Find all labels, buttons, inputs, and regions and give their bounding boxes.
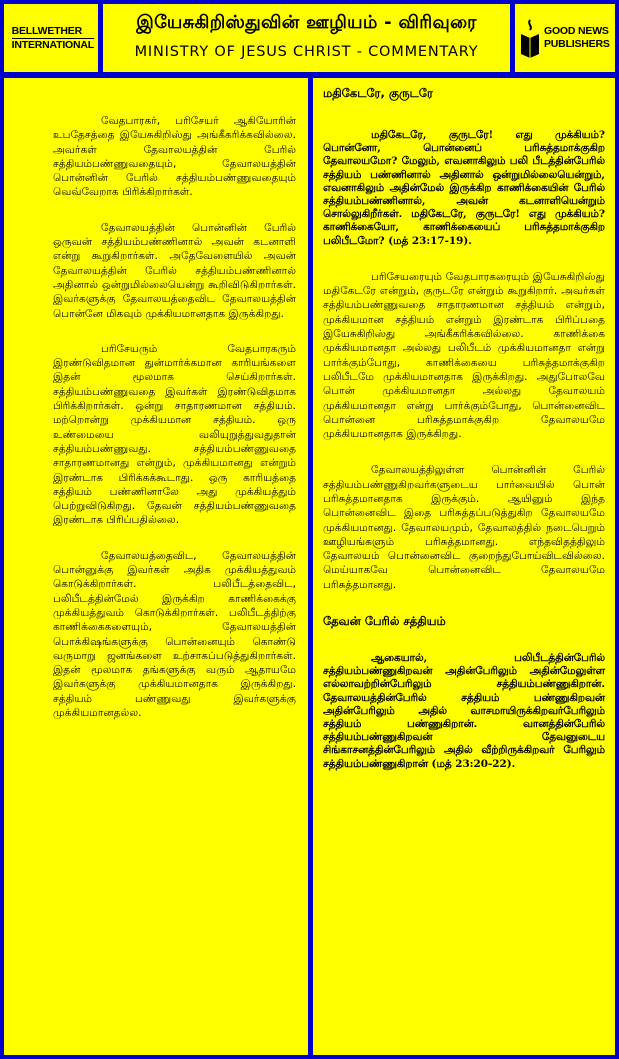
right-paragraph-2: தேவாலயத்திலுள்ள பொன்னின் பேரில் சத்தியம்பண்ணுகிறவர்களுடைய பார்வையில் பொன் பரிசுத்தமானதாக இருக்கும். ஆயினும் இந்த பொன்னைவிட இதை பரிசுத்தப்படுத்துகிற தேவாலயமே முக்கியமானது. தேவாலயமும், தேவாலத்தில் நடைபெறும் ஊழியங்களும் பரிசுத்தமானது. எந்தவிதத்திலும் தேவாலயம் பொன்னைவிட குறைந்துபோய்விடவில்லை. மெய்யாகவே பொன்னைவிட தேவாலயமே பரிசுத்தமானது. [323, 464, 605, 591]
page-header [103, 4, 510, 72]
left-paragraph-1: வேதபாரகர், பரிசேயர் ஆகியோரின் உபதேசத்தை இயேசுகிறிஸ்து அங்கீகரிக்கவில்லை. அவர்கள் தேவாலயத்தின் பேரில் சத்தியம்பண்ணுவதையும், தேவாலயத்தின் பொன்னின் பேரில் சத்தியம்பண்ணுவதையும் வெவ்வேறாக பிரிக்கிறார்கள். [53, 115, 296, 199]
right-paragraph-1: பரிசேயரையும் வேதபாரகரையும் இயேசுகிறிஸ்து மதிகேடரே என்றும், குருடரே என்றும் கூறுகிறார். அவர்கள் சத்தியம்பண்ணுவதை சாதாரணமான சத்தியம் என்றும், முக்கியமான சத்தியம் என்றும் இரண்டாக பிரிப்பதை இயேசுகிறிஸ்து அங்கீகரிக்கவில்லை. காணிக்கை முக்கியமானதா அல்லது பலிபீடம் முக்கியமானதா என்று பார்க்கும்போது, காணிக்கையை பரிசுத்தமாக்குகிற பலிபீடமே முக்கியமானதாக இருக்கிறது. அதுபோலவே பொன் முக்கியமானதா அல்லது தேவாலயம் முக்கியமானதா என்று பார்க்கும்போது, பொன்னைவிட பொன்னை பரிசுத்தமாக்குகிற தேவாலயமே முக்கியமானதாக இருக்கிறது. [323, 270, 605, 441]
right-column [313, 78, 615, 1055]
scripture-quote-1: மதிகேடரே, குருடரே! எது முக்கியம்? பொன்னோ, பொன்னைப் பரிசுத்தமாக்குகிற தேவாலயமோ? மேலும், எவனாகிலும் பலி பீடத்தின்பேரில் சத்தியம் பண்ணினால் அதினால் ஒன்றுமில்லையென்றும், எவனாகிலும் அதின்மேல் இருக்கிற காணிக்கையின் பேரில் சத்தியம்பண்ணினால், அவன் கடனாளியென்றும் சொல்லுகிறீர்கள். மதிகேடரே, குருடரே! எது முக்கியம்? காணிக்கையோ, காணிக்கையைப் பரிசுத்தமாக்குகிற பலிபீடமோ? (மத் 23:17-19). [323, 129, 605, 247]
bellwether-logo [4, 4, 98, 72]
page-title-english: MINISTRY OF JESUS CHRIST - COMMENTARY [134, 44, 479, 60]
section-title-1: மதிகேடரே, குருடரே [323, 86, 433, 100]
book-icon [519, 16, 541, 60]
page-title-tamil: இயேசுகிறிஸ்துவின் ஊழியம் - விரிவுரை [136, 12, 477, 33]
torch-icon [8, 13, 9, 63]
left-column [4, 78, 308, 1055]
left-paragraph-3: பரிசேயரும் வேதபாரகரும் இரண்டுவிதமான துன்மார்க்கமான காரியங்களை இதன் மூலமாக செய்கிறார்கள். சத்தியம்பண்ணுவதை இவர்கள் இரண்டுவிதமாக பிரிக்கிறார்கள். ஒன்று சாதாரணமான சத்தியம். மற்றொன்று முக்கியமான சத்தியம். ஒரு உண்மையை வலியுறுத்துவதுதான் சத்தியம்பண்ணுவது. சத்தியம்பண்ணுவதை சாதாரணமானது என்றும், முக்கியமானது என்றும் இரண்டாக பிரிக்கக்கூடாது. ஒரு காரியத்தை சத்தியம் பண்ணினாலே அது முக்கியத்தும் பெற்றுவிடுகிறது. தேவன் சத்தியம்பண்ணுவதை இரண்டாக பிரிப்பதில்லை. [53, 342, 296, 527]
section-title-2: தேவன் பேரில் சத்தியம் [323, 614, 446, 629]
scripture-quote-2: ஆகையால், பலிபீடத்தின்பேரில் சத்தியம்பண்ணுகிறவன் அதின்பேரிலும் அதின்மேலுள்ள எல்லாவற்றின்பேரிலும் சத்தியம்பண்ணுகிறான். தேவாலயத்தின்பேரில் சத்தியம் பண்ணுகிறவன் அதின்பேரிலும் அதில் வாசமாயிருக்கிறவர்பேரிலும் சத்தியம் பண்ணுகிறான். வானத்தின்பேரில் சத்தியம்பண்ணுகிறவன் தேவனுடைய சிங்காசனத்தின்பேரிலும் அதில் வீற்றிருக்கிறவர் பேரிலும் சத்தியம்பண்ணுகிறான் (மத் 23:20-22). [323, 652, 605, 770]
good-news-logo [515, 4, 615, 72]
logo-left-line2: INTERNATIONAL [11, 38, 94, 51]
logo-right-line2: PUBLISHERS [544, 38, 610, 50]
logo-left-line1: BELLWETHER [11, 24, 82, 37]
left-paragraph-2: தேவாலயத்தின் பொன்னின் பேரில் ஒருவன் சத்தியம்பண்ணினால் அவன் கடனாளி என்று கூறுகிறார்கள். அதேவேளையில் அவன் தேவாலயத்தின் பேரில் சத்தியம்பண்ணினால் அதினால் ஒன்றுமில்லையென்று கூறிவிடுகிறார்கள். இவர்களுக்கு தேவாலயத்தைவிட தேவாலயத்தின் பொன்னே மிகவும் முக்கியமானதாக இருக்கிறது. [53, 221, 296, 320]
logo-right-line1: GOOD NEWS [544, 25, 609, 37]
left-paragraph-4: தேவாலயத்தைவிட, தேவாலயத்தின் பொன்னுக்கு இவர்கள் அதிக முக்கியத்துவம் கொடுக்கிறார்கள். பலிபீடத்தைவிட, பலிபீடத்தின்மேல் இருக்கிற காணிக்கைக்கு முக்கியத்துவம் கொடுக்கிறார்கள். பலிபீடத்திற்கு காணிக்கைகளையும், தேவாலயத்தின் பொக்கிஷங்களுக்கு பொன்னையும் கொண்டு வருமாறு ஜனங்களை உற்சாகப்படுத்துகிறார்கள். இதன் மூலமாக தங்களுக்கு வரும் ஆதாயமே இவர்களுக்கு முக்கியமானதாக இருக்கிறது. சத்தியம் பண்ணுவது இவர்களுக்கு முக்கியமானதல்ல. [53, 549, 296, 719]
